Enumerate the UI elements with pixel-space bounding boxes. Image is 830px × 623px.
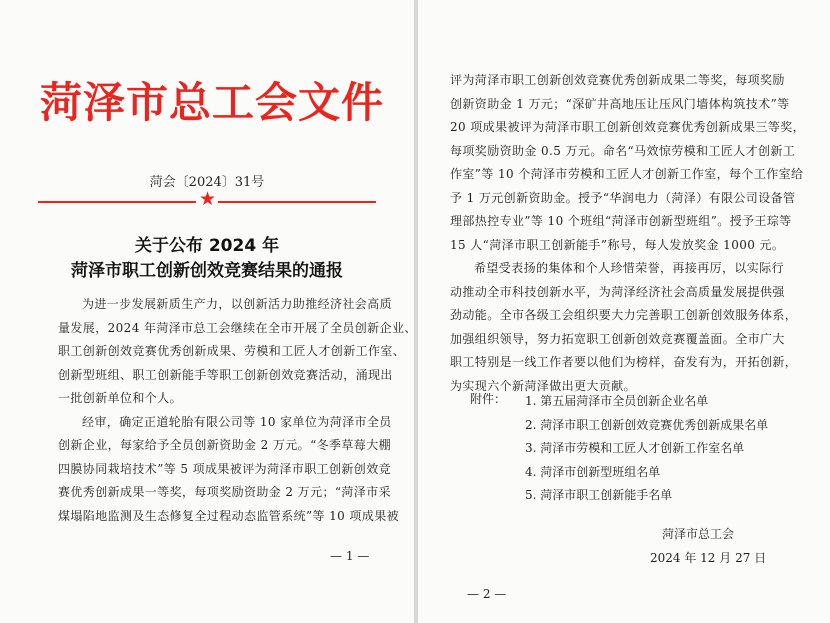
attachment-item: 3. 菏泽市劳模和工匠人才创新工作室名单 [525, 441, 745, 455]
body-line: 作室”等 10 个菏泽市劳模和工匠人才创新工作室，每个工作室给 [450, 167, 804, 181]
star-icon: ★ [199, 188, 217, 210]
body-line: 15 人“菏泽市职工创新能手”称号，每人发放奖金 1000 元。 [450, 237, 785, 252]
attachment-item: 4. 菏泽市创新型班组名单 [525, 464, 661, 479]
body-line: 职工特别是一线工作者要以他们为榜样，奋发有为，开拓创新， [450, 355, 798, 369]
body-line: 加强组织领导，努力拓宽职工创新创效竞赛覆盖面。全市广大 [450, 331, 785, 346]
document-header-title: 菏泽市总工会文件 [40, 78, 385, 127]
page1-body [58, 293, 417, 528]
body-line: 动推动全市科技创新水平，为菏泽经济社会高质量发展提供强 [450, 284, 785, 299]
body-line: 量发展，2024 年菏泽市总工会继续在全市开展了全员创新企业、 [58, 320, 417, 335]
body-line: 20 项成果被评为菏泽市职工创新创效竞赛优秀创新成果三等奖， [450, 120, 806, 134]
body-line: 劲动能。全市各级工会组织要大力完善职工创新创效服务体系， [450, 308, 798, 322]
body-line: 每项奖励资助金 0.5 万元。命名“马效惊劳模和工匠人才创新工 [450, 143, 796, 158]
body-line: 理部热控专业”等 10 个班组“菏泽市创新型班组”。授予王琮等 [450, 214, 792, 228]
page-number: — 2 — [467, 587, 507, 601]
signature-organization: 菏泽市总工会 [662, 527, 735, 541]
attachment-item: 5. 菏泽市职工创新能手名单 [525, 488, 673, 502]
page-number: — 1 — [330, 549, 370, 563]
notice-title-line-2: 菏泽市职工创新创效竞赛结果的通报 [71, 261, 343, 281]
body-line: 评为菏泽市职工创新创效竞赛优秀创新成果二等奖，每项奖励 [450, 73, 785, 87]
document-number: 菏会〔2024〕31号 [149, 175, 265, 190]
notice-title-line-1: 关于公布 2024 年 [134, 236, 280, 256]
body-line: 经审，确定正道轮胎有限公司等 10 家单位为菏泽市全员 [82, 414, 392, 429]
body-line: 希望受表扬的集体和个人珍惜荣誉，再接再厉，以实际行 [474, 261, 785, 275]
body-line: 为实现六个新菏泽做出更大贡献。 [450, 378, 637, 393]
body-line: 一批创新单位和个人。 [58, 391, 183, 405]
body-line: 职工创新创效竞赛优秀创新成果、劳模和工匠人才创新工作室、 [58, 344, 406, 358]
attachments-label: 附件： [470, 392, 507, 406]
attachment-item: 2. 菏泽市职工创新创效竞赛优秀创新成果名单 [525, 417, 769, 432]
body-line: 创新资助金 1 万元；“深矿井高地压让压风门墙体构筑技术”等 [450, 96, 790, 111]
red-rule-right [218, 201, 376, 203]
signature-date: 2024 年 12 月 27 日 [650, 551, 767, 565]
page2-body [450, 69, 805, 398]
body-line: 四膜协同栽培技术”等 5 项成果被评为菏泽市职工创新创效竞 [58, 461, 392, 476]
body-line: 创新型班组、职工创新能手等职工创新创效竞赛活动，涌现出 [58, 367, 393, 382]
body-line: 予 1 万元创新资助金。授予“华润电力（菏泽）有限公司设备管 [450, 190, 796, 205]
attachments-list [525, 390, 768, 508]
body-line: 为进一步发展新质生产力，以创新活力助推经济社会高质 [82, 297, 393, 311]
body-line: 创新企业，每家给予全员创新资助金 2 万元。“冬季草莓大棚 [58, 438, 392, 452]
attachment-item: 1. 第五届菏泽市全员创新企业名单 [525, 394, 709, 408]
body-line: 赛优秀创新成果一等奖，每项奖励资助金 2 万元；“菏泽市采 [58, 485, 392, 499]
body-line: 煤塌陷地监测及生态修复全过程动态监管系统”等 10 项成果被 [58, 508, 400, 523]
red-rule-left [38, 201, 196, 203]
